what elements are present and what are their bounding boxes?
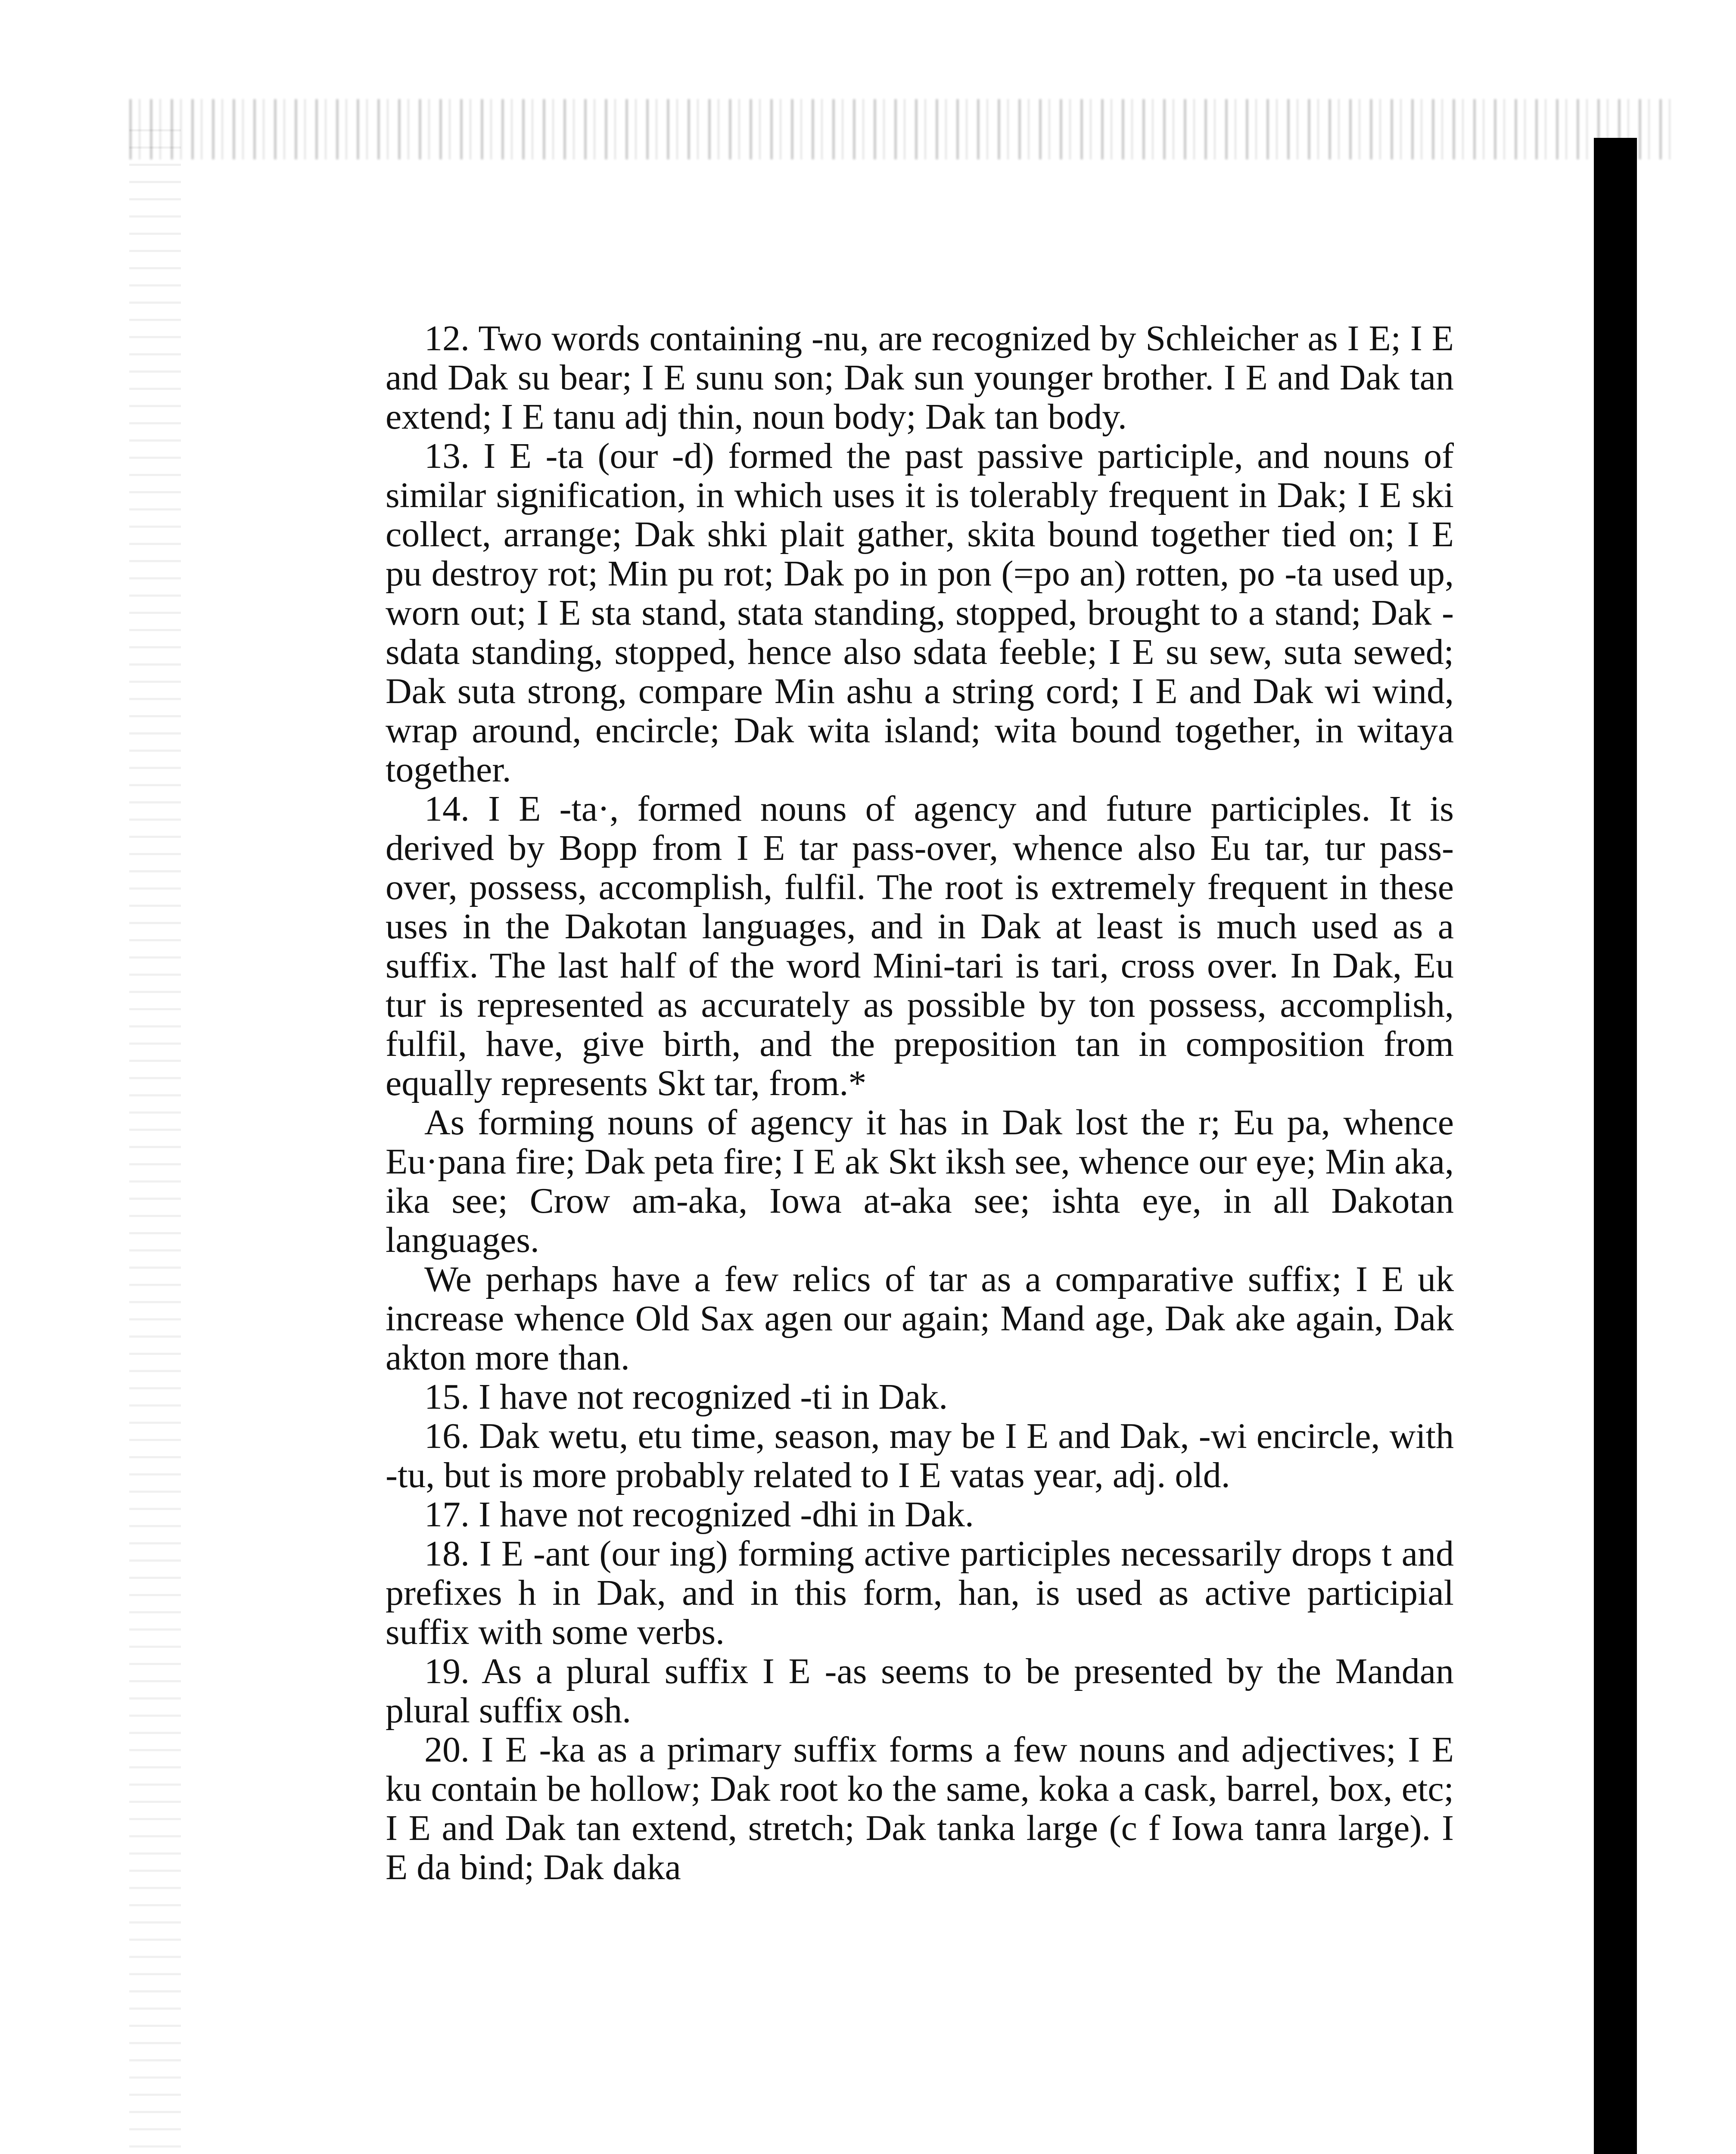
paragraph-14-comparative: We perhaps have a few relics of tar as a comparative suffix; I E uk increase whence Old Sax agen our again; Mand age, Dak ake again, Dak akton more than. xyxy=(386,1259,1454,1378)
paragraph-12: 12. Two words containing -nu, are recognized by Schleicher as I E; I E and Dak su bear; I E sunu son; Dak sun younger brother. I E and Dak tan extend; I E tanu adj thin, noun body; Dak tan body. xyxy=(386,318,1454,437)
paragraph-16: 16. Dak wetu, etu time, season, may be I E and Dak, -wi encircle, with -tu, but is more probably related to I E vatas year, adj. old. xyxy=(386,1416,1454,1495)
paragraph-20: 20. I E -ka as a primary suffix forms a few nouns and adjectives; I E ku contain be hollow; Dak root ko the same, koka a cask, barrel, box, etc; I E and Dak tan extend, stretch; Dak tanka large (c f Iowa tanra large). I E da bind; Dak daka xyxy=(386,1730,1454,1887)
scan-noise-left xyxy=(129,129,181,2154)
paragraph-14-agency: As forming nouns of agency it has in Dak lost the r; Eu pa, whence Eu·pana fire; Dak peta fire; I E ak Skt iksh see, whence our eye; Min aka, ika see; Crow am-aka, Iowa at-aka see; ishta eye, in all Dakotan languages. xyxy=(386,1102,1454,1260)
paragraph-18: 18. I E -ant (our ing) forming active participles necessarily drops t and prefixes h in Dak, and in this form, han, is used as active participial suffix with some verbs. xyxy=(386,1534,1454,1652)
paragraph-14: 14. I E -ta·, formed nouns of agency and future participles. It is derived by Bopp from I E tar pass-over, whence also Eu tar, tur pass-over, possess, accomplish, fulfil. The root is extremely frequent in these uses in the Dakotan languages, and in Dak at least is much used as a suffix. The last half of the word Mini-tari is tari, cross over. In Dak, Eu tur is represented as accurately as possible by ton possess, accomplish, fulfil, have, give birth, and the preposition tan in composition from equally represents Skt tar, from.* xyxy=(386,789,1454,1103)
binding-shadow xyxy=(1594,138,1637,2154)
paragraph-17: 17. I have not recognized -dhi in Dak. xyxy=(424,1494,974,1535)
paragraph-15: 15. I have not recognized -ti in Dak. xyxy=(424,1377,948,1417)
paragraph-19: 19. As a plural suffix I E -as seems to be presented by the Mandan plural suffix osh. xyxy=(386,1651,1454,1731)
scan-noise-top xyxy=(129,99,1680,159)
paragraph-13: 13. I E -ta (our -d) formed the past passive participle, and nouns of similar signification, in which uses it is tolerably frequent in Dak; I E ski collect, arrange; Dak shki plait gather, skita bound together tied on; I E pu destroy rot; Min pu rot; Dak po in pon (=po an) rotten, po -ta used up, worn out; I E sta stand, stata standing, stopped, brought to a stand; Dak -sdata standing, stopped, hence also sdata feeble; I E su sew, suta sewed; Dak suta strong, compare Min ashu a string cord; I E and Dak wi wind, wrap around, encircle; Dak wita island; wita bound together, in witaya together. xyxy=(386,436,1454,790)
page-body xyxy=(386,319,1454,1887)
